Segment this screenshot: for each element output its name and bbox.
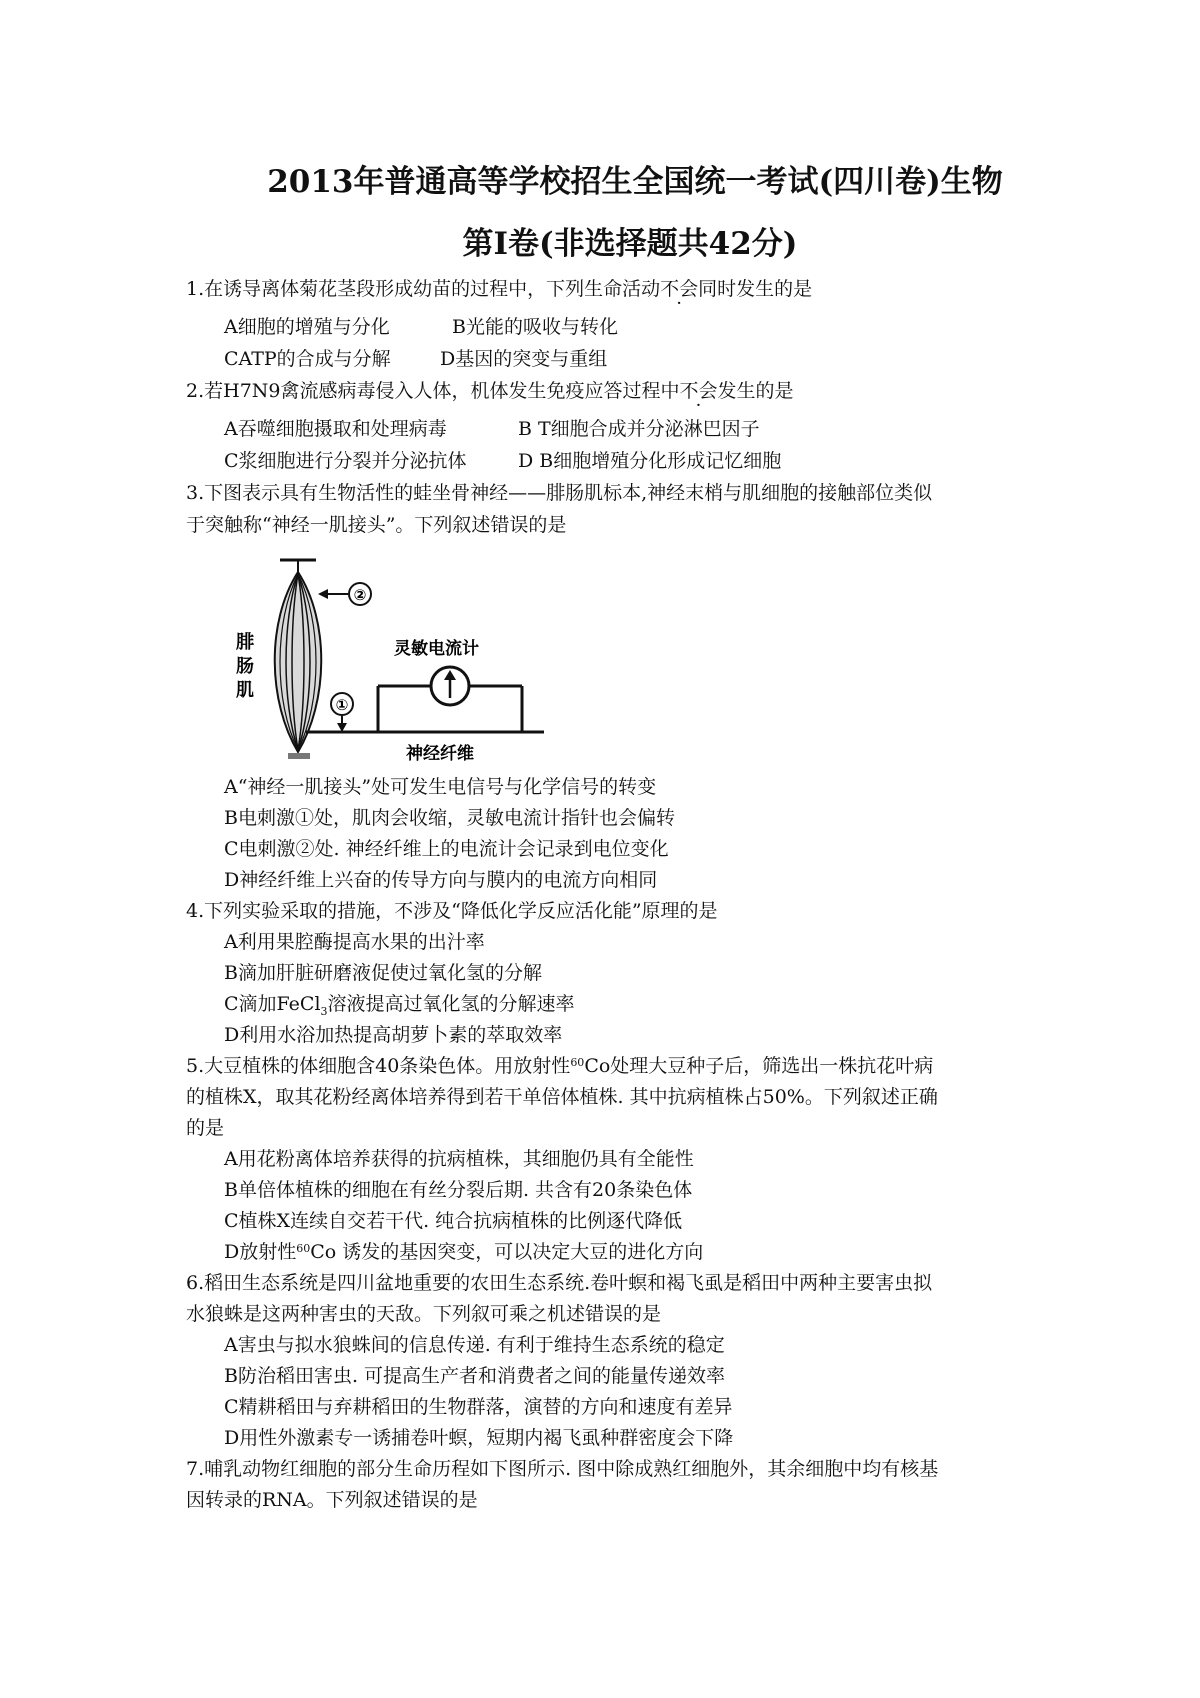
question-5-stem-line-1: 5.大豆植株的体细胞含40条染色体。用放射性$^{60}$Co处理大豆种子后，筛选出一株抗花叶病 <box>186 1055 934 1077</box>
question-7-stem-line-1: 7.哺乳动物红细胞的部分生命历程如下图所示. 图中除成熟红细胞外，其余细胞中均有核基 <box>186 1458 939 1480</box>
muscle-label-3: 肌 <box>236 680 254 701</box>
question-2-stem: 2.若H7N9禽流感病毒侵入人体，机体发生免疫应答过程中不会发生的是 <box>186 376 1036 407</box>
section-title: 第Ⅰ卷(非选择题共42分) <box>462 226 798 262</box>
question-7-stem-line-2: 因转录的RNA。下列叙述错误的是 <box>186 1489 478 1511</box>
question-4-option-b: B滴加肝脏研磨液促使过氧化氢的分解 <box>224 962 542 984</box>
question-5-option-c: C植株X连续自交若干代. 纯合抗病植株的比例逐代降低 <box>224 1210 683 1232</box>
question-1-option-b: B光能的吸收与转化 <box>452 316 618 338</box>
question-6-option-a: A害虫与拟水狼蛛间的信息传递. 有利于维持生态系统的稳定 <box>224 1334 725 1356</box>
question-3-stem-line-2: 于突触称“神经一肌接头”。下列叙述错误的是 <box>186 514 567 536</box>
question-3-option-b: B电刺激①处，肌肉会收缩，灵敏电流计指针也会偏转 <box>224 807 675 829</box>
emphasis-dotted: 不会 <box>660 278 699 300</box>
question-1-stem: 1.在诱导离体菊花茎段形成幼苗的过程中，下列生命活动不会同时发生的是 <box>186 278 813 300</box>
question-3-option-c: C电刺激②处. 神经纤维上的电流计会记录到电位变化 <box>224 838 669 860</box>
question-6-option-b: B防治稻田害虫. 可提高生产者和消费者之间的能量传递效率 <box>224 1365 726 1387</box>
question-6-option-c: C精耕稻田与弃耕稻田的生物群落，演替的方向和速度有差异 <box>224 1396 733 1418</box>
question-1-option-d: D基因的突变与重组 <box>440 348 608 370</box>
question-4-option-a: A利用果腔酶提高水果的出汁率 <box>224 931 485 953</box>
question-2-option-c: C浆细胞进行分裂并分泌抗体 <box>224 450 467 472</box>
question-6-option-d: D用性外激素专一诱捕卷叶螟，短期内褐飞虱种群密度会下降 <box>224 1427 734 1449</box>
question-5-option-b: B单倍体植株的细胞在有丝分裂后期. 共含有20条染色体 <box>224 1179 693 1201</box>
nerve-label: 神经纤维 <box>406 744 474 764</box>
question-1-option-c: CATP的合成与分解 <box>224 348 391 370</box>
question-2-option-b: B T细胞合成并分泌淋巴因子 <box>518 418 760 440</box>
question-6-stem-line-2: 水狼蛛是这两种害虫的天敌。下列叙可乘之机述错误的是 <box>186 1303 662 1325</box>
marker-1-label: ① <box>335 696 349 714</box>
question-3-stem-line-1: 3.下图表示具有生物活性的蛙坐骨神经——腓肠肌标本,神经末梢与肌细胞的接触部位类似 <box>186 482 933 504</box>
question-4-stem: 4.下列实验采取的措施，不涉及“降低化学反应活化能”原理的是 <box>186 900 718 922</box>
question-5-stem-line-2: 的植株X，取其花粉经离体培养得到若干单倍体植株. 其中抗病植株占50%。下列叙述正确 <box>186 1086 938 1108</box>
marker-2-label: ② <box>353 586 367 604</box>
nerve-muscle-figure <box>226 552 556 766</box>
meter-label: 灵敏电流计 <box>394 639 479 659</box>
question-4-option-d: D利用水浴加热提高胡萝卜素的萃取效率 <box>224 1024 563 1046</box>
question-4-option-c: C滴加FeCl$_3$溶液提高过氧化氢的分解速率 <box>224 993 575 1018</box>
question-5-stem-line-3: 的是 <box>186 1117 225 1139</box>
question-6-stem-line-1: 6.稻田生态系统是四川盆地重要的农田生态系统.卷叶螟和褐飞虱是稻田中两种主要害虫拟 <box>186 1272 933 1294</box>
question-5-option-a: A用花粉离体培养获得的抗病植株，其细胞仍具有全能性 <box>224 1148 694 1170</box>
exam-title: 2013年普通高等学校招生全国统一考试(四川卷)生物 <box>267 164 1003 200</box>
muscle-shape <box>275 572 322 752</box>
muscle-label-2: 肠 <box>236 656 254 677</box>
question-5-option-d: D放射性$^{60}$Co 诱发的基因突变，可以决定大豆的进化方向 <box>224 1241 704 1263</box>
question-3-option-d: D神经纤维上兴奋的传导方向与膜内的电流方向相同 <box>224 869 658 891</box>
question-2-option-d: D B细胞增殖分化形成记忆细胞 <box>518 450 782 472</box>
muscle-label-1: 腓 <box>236 632 254 653</box>
question-3-option-a: A“神经一肌接头”处可发生电信号与化学信号的转变 <box>224 776 657 798</box>
question-1-option-a: A细胞的增殖与分化 <box>224 316 390 338</box>
question-2-option-a: A吞噬细胞摄取和处理病毒 <box>224 418 447 440</box>
emphasis-dotted: 不会 <box>679 380 718 402</box>
nerve-muscle-diagram <box>226 552 556 766</box>
